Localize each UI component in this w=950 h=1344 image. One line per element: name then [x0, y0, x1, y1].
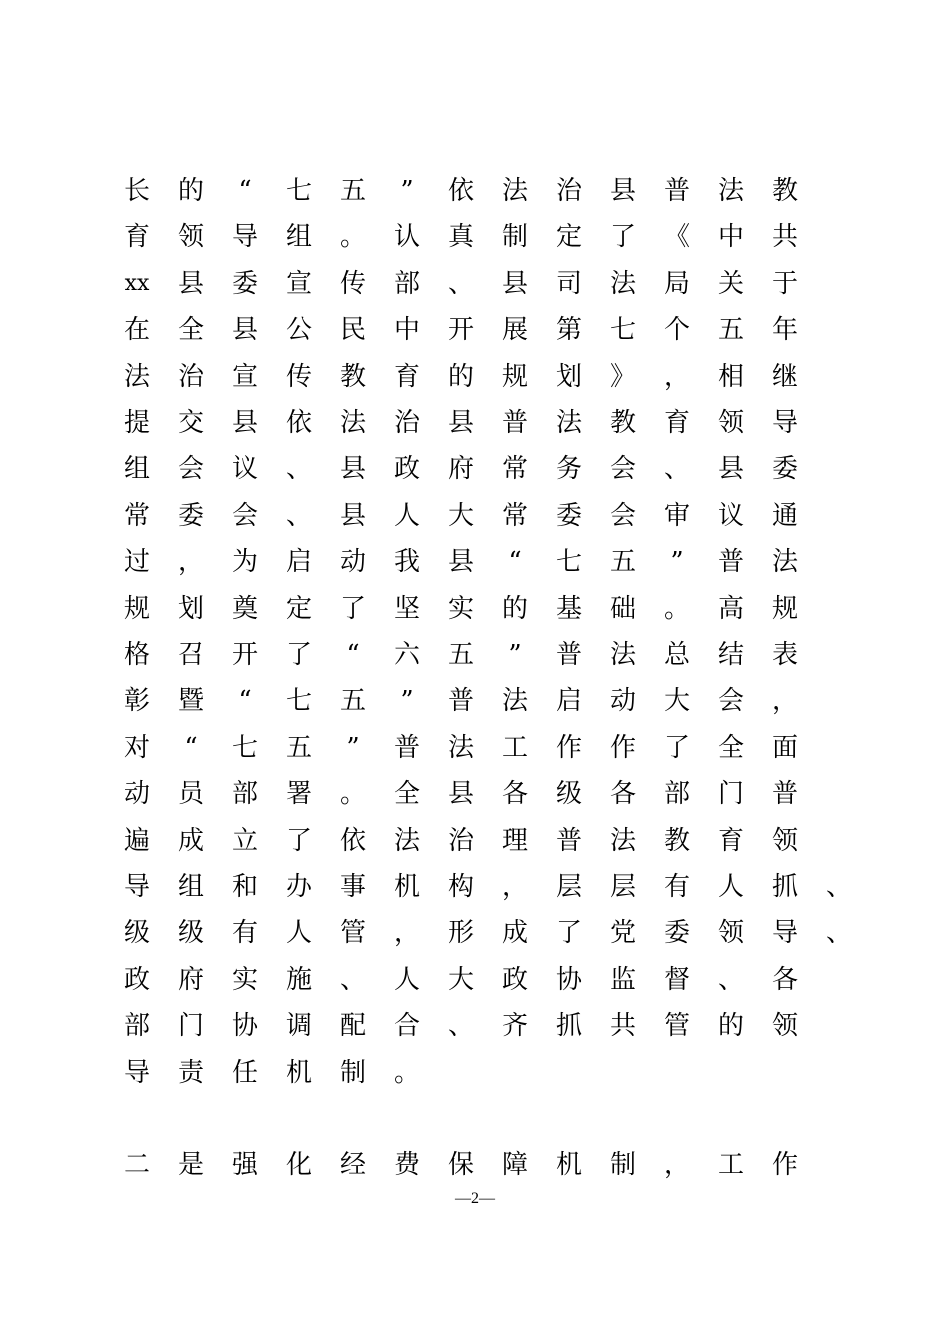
text-char: 抓	[555, 1011, 582, 1042]
text-char: 依	[447, 176, 474, 206]
text-char: 普	[717, 547, 744, 578]
text-char: 普	[501, 408, 528, 438]
text-char: 形	[447, 918, 474, 949]
text-char: 坚	[393, 593, 420, 624]
text-char: 领	[177, 222, 204, 253]
text-char: 础	[609, 593, 636, 624]
text-char: 门	[177, 1011, 204, 1042]
text-line	[0, 589, 950, 629]
text-char: 、	[825, 872, 852, 902]
text-char: 务	[555, 454, 582, 485]
text-char: 县	[609, 176, 636, 206]
text-char: 格	[123, 640, 150, 670]
text-char: 县	[339, 500, 366, 531]
text-char: 构	[447, 872, 474, 902]
text-char: 交	[177, 408, 204, 438]
text-char: 法	[501, 686, 528, 717]
text-char: 划	[555, 361, 582, 392]
text-char: 领	[771, 1011, 798, 1042]
text-char: ”	[400, 686, 414, 717]
text-char: 经	[339, 1150, 366, 1181]
text-char: 抓	[771, 872, 798, 902]
text-char: 普	[393, 732, 420, 763]
text-char: 、	[717, 964, 744, 995]
text-line	[0, 171, 950, 211]
text-char: 展	[501, 315, 528, 346]
text-char: 领	[717, 408, 744, 438]
text-char: 委	[177, 500, 204, 531]
text-char: 施	[285, 964, 312, 995]
text-line	[0, 635, 950, 675]
text-line	[0, 1145, 950, 1185]
text-char: 署	[285, 779, 312, 810]
text-line	[0, 310, 950, 350]
text-char: 五	[339, 176, 366, 206]
text-char: 常	[501, 500, 528, 531]
text-char: 调	[285, 1011, 312, 1042]
text-char: 认	[393, 222, 420, 253]
text-char: 政	[123, 964, 150, 995]
text-char: 领	[717, 918, 744, 949]
text-char: 规	[123, 593, 150, 624]
text-char: 定	[555, 222, 582, 253]
text-char: 治	[393, 408, 420, 438]
text-char: 制	[609, 1150, 636, 1181]
text-char: 传	[339, 268, 366, 299]
text-char: 第	[555, 315, 582, 346]
text-char: 会	[717, 686, 744, 717]
text-char: 七	[285, 176, 312, 206]
text-char: 议	[231, 454, 258, 485]
text-char: 定	[285, 593, 312, 624]
text-char: 在	[123, 315, 150, 346]
text-char: 育	[393, 361, 420, 392]
text-char: 传	[285, 361, 312, 392]
text-char: 部	[663, 779, 690, 810]
text-line	[0, 1006, 950, 1046]
text-char: 五	[609, 547, 636, 578]
text-char: 治	[177, 361, 204, 392]
text-char: 了	[555, 918, 582, 949]
text-char: 规	[501, 361, 528, 392]
text-char: 教	[609, 408, 636, 438]
text-char: 各	[771, 964, 798, 995]
text-line	[0, 681, 950, 721]
text-char: 常	[501, 454, 528, 485]
text-char: 作	[555, 732, 582, 763]
text-char: 关	[717, 268, 744, 299]
text-char: 党	[609, 918, 636, 949]
text-char: 委	[771, 454, 798, 485]
text-char: 规	[771, 593, 798, 624]
text-char: 法	[609, 268, 636, 299]
text-char: 了	[285, 825, 312, 856]
text-line	[0, 403, 950, 443]
text-char: 基	[555, 593, 582, 624]
text-line	[0, 217, 950, 257]
text-char: 继	[771, 361, 798, 392]
text-char: 委	[231, 268, 258, 299]
text-char: 真	[447, 222, 474, 253]
text-char: 启	[285, 547, 312, 578]
text-char: 中	[717, 222, 744, 253]
text-char: 宣	[285, 268, 312, 299]
text-char: 动	[609, 686, 636, 717]
text-char: 和	[231, 872, 258, 902]
text-char: 宣	[231, 361, 258, 392]
text-char: 县	[447, 408, 474, 438]
text-char: 全	[717, 732, 744, 763]
text-char: 通	[771, 500, 798, 531]
text-char: 教	[663, 825, 690, 856]
text-char: 。	[663, 593, 690, 624]
text-char: 法	[771, 547, 798, 578]
text-char: 导	[231, 222, 258, 253]
text-char: 府	[447, 454, 474, 485]
text-char: 作	[771, 1150, 798, 1181]
text-char: ，	[177, 547, 204, 578]
text-line	[0, 1053, 950, 1093]
text-char: 保	[447, 1150, 474, 1181]
text-char: 普	[555, 640, 582, 670]
text-char: 组	[177, 872, 204, 902]
text-char: 实	[231, 964, 258, 995]
text-char: 机	[285, 1057, 312, 1088]
text-char: 了	[609, 222, 636, 253]
text-char: 县	[447, 547, 474, 578]
text-char: 合	[393, 1011, 420, 1042]
text-char: 育	[123, 222, 150, 253]
text-char: 年	[771, 315, 798, 346]
text-char: 工	[501, 732, 528, 763]
text-char: 配	[339, 1011, 366, 1042]
text-char: 七	[609, 315, 636, 346]
text-char: 划	[177, 593, 204, 624]
text-char: ”	[508, 640, 522, 670]
text-char: 中	[393, 315, 420, 346]
text-char: 法	[501, 176, 528, 206]
text-char: ”	[346, 732, 360, 763]
text-char: 审	[663, 500, 690, 531]
text-char: 制	[339, 1057, 366, 1088]
text-line	[0, 728, 950, 768]
text-char: 有	[231, 918, 258, 949]
text-char: 的	[447, 361, 474, 392]
text-line	[0, 821, 950, 861]
text-char: 依	[339, 825, 366, 856]
text-char: 工	[717, 1150, 744, 1181]
text-char: 总	[663, 640, 690, 670]
text-char: 县	[447, 779, 474, 810]
text-line	[0, 357, 950, 397]
text-char: 二	[123, 1150, 150, 1181]
text-char: 有	[663, 872, 690, 902]
text-char: 会	[609, 500, 636, 531]
text-char: 法	[609, 825, 636, 856]
text-char: 对	[123, 732, 150, 763]
text-char: 司	[555, 268, 582, 299]
text-char: 启	[555, 686, 582, 717]
text-char: ，	[771, 686, 798, 717]
text-char: 员	[177, 779, 204, 810]
text-char: 面	[771, 732, 798, 763]
text-char: 政	[501, 964, 528, 995]
text-char: 长	[123, 176, 150, 206]
text-char: 暨	[177, 686, 204, 717]
text-char: 开	[447, 315, 474, 346]
text-char: 立	[231, 825, 258, 856]
text-char: 七	[285, 686, 312, 717]
text-char: ，	[663, 361, 690, 392]
text-char: 七	[231, 732, 258, 763]
text-char: 召	[177, 640, 204, 670]
text-char: 的	[501, 593, 528, 624]
text-char: ”	[670, 547, 684, 578]
text-char: 县	[501, 268, 528, 299]
text-char: 机	[393, 872, 420, 902]
text-char: 县	[717, 454, 744, 485]
text-char: “	[184, 732, 198, 763]
text-char: 共	[771, 222, 798, 253]
text-char: ，	[393, 918, 420, 949]
text-char: 教	[771, 176, 798, 206]
text-char: 级	[177, 918, 204, 949]
text-char: 育	[717, 825, 744, 856]
text-char: 成	[177, 825, 204, 856]
text-char: 育	[663, 408, 690, 438]
text-char: 法	[717, 176, 744, 206]
text-char: 管	[663, 1011, 690, 1042]
text-char: 监	[609, 964, 636, 995]
text-char: 常	[123, 500, 150, 531]
text-char: “	[346, 640, 360, 670]
text-char: 、	[285, 454, 312, 485]
text-char: 理	[501, 825, 528, 856]
text-char: 、	[447, 268, 474, 299]
text-char: 县	[177, 268, 204, 299]
text-char: 府	[177, 964, 204, 995]
text-char: 事	[339, 872, 366, 902]
text-char: 是	[177, 1150, 204, 1181]
text-char: 委	[663, 918, 690, 949]
text-char: 、	[825, 918, 852, 949]
text-char: 六	[393, 640, 420, 670]
text-char: 全	[177, 315, 204, 346]
text-char: 会	[609, 454, 636, 485]
text-char: “	[238, 686, 252, 717]
text-char: 作	[609, 732, 636, 763]
text-char: 了	[663, 732, 690, 763]
text-char: “	[238, 176, 252, 206]
text-char: 大	[447, 500, 474, 531]
text-char: 办	[285, 872, 312, 902]
text-char: xx	[124, 270, 150, 296]
text-char: 导	[771, 408, 798, 438]
text-char: 共	[609, 1011, 636, 1042]
text-char: 制	[501, 222, 528, 253]
text-char: 提	[123, 408, 150, 438]
text-char: 层	[555, 872, 582, 902]
text-char: 教	[339, 361, 366, 392]
text-char: 。	[339, 779, 366, 810]
text-line	[0, 449, 950, 489]
text-char: 遍	[123, 825, 150, 856]
text-char: 动	[339, 547, 366, 578]
text-char: 障	[501, 1150, 528, 1181]
text-char: 法	[123, 361, 150, 392]
text-char: ，	[501, 872, 528, 902]
text-char: 议	[717, 500, 744, 531]
text-char: 协	[555, 964, 582, 995]
text-char: 法	[393, 825, 420, 856]
text-char: 、	[339, 964, 366, 995]
text-char: 大	[447, 964, 474, 995]
page-number: —2—	[455, 1190, 495, 1207]
text-char: 个	[663, 315, 690, 346]
text-char: 、	[663, 454, 690, 485]
text-char: 部	[123, 1011, 150, 1042]
text-line	[0, 913, 950, 953]
text-char: 民	[339, 315, 366, 346]
text-line	[0, 264, 950, 304]
text-char: 门	[717, 779, 744, 810]
text-char: 组	[123, 454, 150, 485]
text-char: 五	[717, 315, 744, 346]
text-char: 法	[447, 732, 474, 763]
text-char: 人	[285, 918, 312, 949]
text-char: 、	[447, 1011, 474, 1042]
text-char: 为	[231, 547, 258, 578]
text-line	[0, 542, 950, 582]
text-char: 各	[501, 779, 528, 810]
text-char: 协	[231, 1011, 258, 1042]
text-char: 普	[447, 686, 474, 717]
text-char: 局	[663, 268, 690, 299]
text-char: 我	[393, 547, 420, 578]
text-char: 县	[231, 315, 258, 346]
text-char: 县	[231, 408, 258, 438]
text-char: 导	[123, 1057, 150, 1088]
text-char: 高	[717, 593, 744, 624]
text-char: 结	[717, 640, 744, 670]
text-char: 费	[393, 1150, 420, 1181]
text-char: 成	[501, 918, 528, 949]
text-char: 管	[339, 918, 366, 949]
text-char: 法	[339, 408, 366, 438]
text-char: 强	[231, 1150, 258, 1181]
text-char: 奠	[231, 593, 258, 624]
text-char: 的	[177, 176, 204, 206]
text-char: 了	[339, 593, 366, 624]
text-char: 全	[393, 779, 420, 810]
text-line	[0, 774, 950, 814]
text-char: 七	[555, 547, 582, 578]
text-char: 化	[285, 1150, 312, 1181]
text-char: ”	[400, 176, 414, 206]
text-char: 于	[771, 268, 798, 299]
text-char: 彰	[123, 686, 150, 717]
text-char: 五	[447, 640, 474, 670]
text-char: 治	[555, 176, 582, 206]
text-char: 了	[285, 640, 312, 670]
text-char: 、	[285, 500, 312, 531]
text-char: 会	[177, 454, 204, 485]
text-char: 领	[771, 825, 798, 856]
text-char: 五	[339, 686, 366, 717]
text-line	[0, 960, 950, 1000]
text-char: 公	[285, 315, 312, 346]
text-char: 齐	[501, 1011, 528, 1042]
text-char: 》	[609, 361, 636, 392]
text-char: 督	[663, 964, 690, 995]
text-char: 。	[393, 1057, 420, 1088]
text-char: 人	[393, 964, 420, 995]
text-char: 法	[609, 640, 636, 670]
text-char: 五	[285, 732, 312, 763]
text-char: 的	[717, 1011, 744, 1042]
text-line	[0, 867, 950, 907]
text-char: 县	[339, 454, 366, 485]
text-char: 普	[663, 176, 690, 206]
text-char: 导	[771, 918, 798, 949]
text-char: 相	[717, 361, 744, 392]
text-char: 组	[285, 222, 312, 253]
text-char: ，	[663, 1150, 690, 1181]
text-char: 各	[609, 779, 636, 810]
text-char: 治	[447, 825, 474, 856]
text-char: 级	[555, 779, 582, 810]
text-char: “	[508, 547, 522, 578]
text-char: 会	[231, 500, 258, 531]
text-char: 过	[123, 547, 150, 578]
text-char: 导	[123, 872, 150, 902]
text-char: 人	[393, 500, 420, 531]
text-char: 开	[231, 640, 258, 670]
text-char: 实	[447, 593, 474, 624]
text-char: 普	[555, 825, 582, 856]
text-line	[0, 496, 950, 536]
text-char: 委	[555, 500, 582, 531]
text-char: 部	[393, 268, 420, 299]
text-char: 表	[771, 640, 798, 670]
text-char: 大	[663, 686, 690, 717]
text-char: 法	[555, 408, 582, 438]
text-char: 普	[771, 779, 798, 810]
text-char: 任	[231, 1057, 258, 1088]
text-char: 责	[177, 1057, 204, 1088]
text-char: 人	[717, 872, 744, 902]
text-char: 动	[123, 779, 150, 810]
text-char: 。	[339, 222, 366, 253]
text-char: 层	[609, 872, 636, 902]
text-char: 政	[393, 454, 420, 485]
text-char: 部	[231, 779, 258, 810]
text-char: 级	[123, 918, 150, 949]
text-line	[0, 1099, 950, 1139]
text-char: 《	[663, 222, 690, 253]
text-char: 机	[555, 1150, 582, 1181]
text-char: 依	[285, 408, 312, 438]
